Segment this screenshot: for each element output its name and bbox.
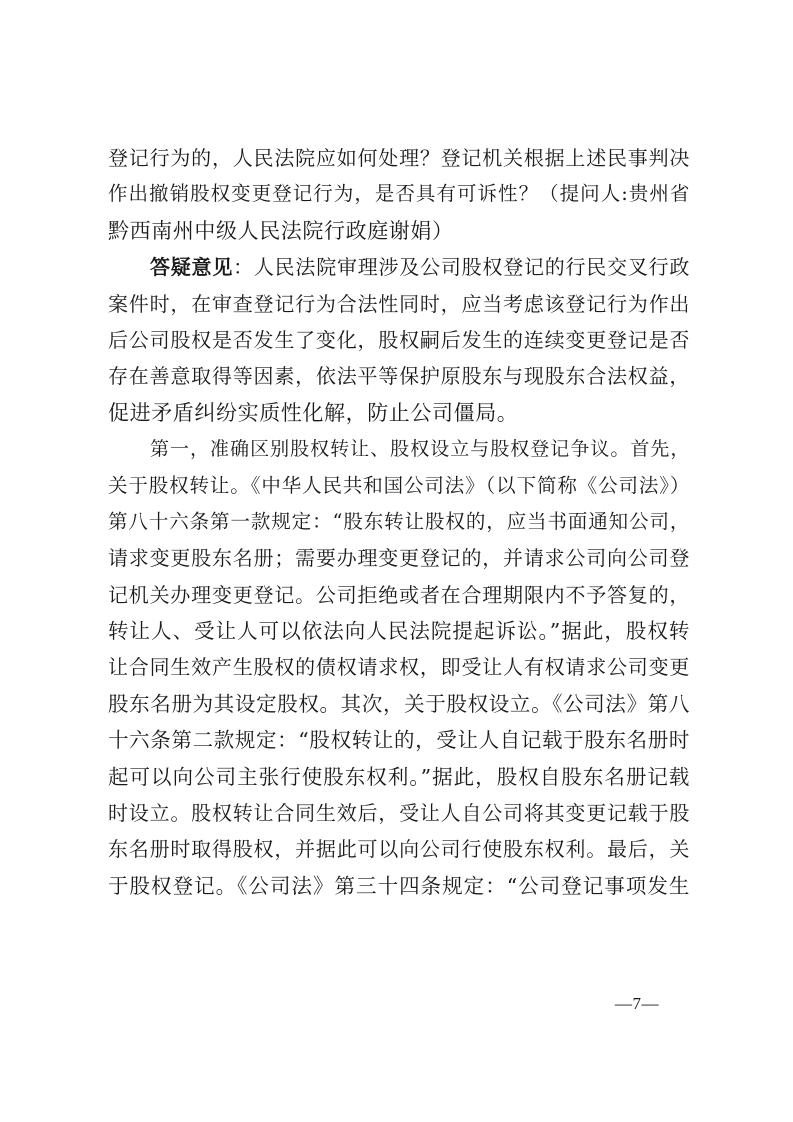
page-number: —7— [615, 994, 659, 1013]
text-line: 股东名册为其设定股权。其次，关于股权设立。《公司法》第八 [108, 691, 690, 716]
text-segment: ：人民法院审理涉及公司股权登记的行民交叉行政 [233, 255, 690, 280]
text-line: 请求变更股东名册；需要办理变更登记的，并请求公司向公司登 [108, 546, 690, 571]
body-text [108, 140, 690, 904]
text-line: 于股权登记。《公司法》第三十四条规定：“公司登记事项发生 [108, 873, 690, 898]
text-line: 第八十六条第一款规定：“股东转让股权的，应当书面通知公司， [108, 509, 690, 533]
text-line: 作出撤销股权变更登记行为，是否具有可诉性？（提问人:贵州省 [108, 182, 690, 206]
text-line: 时设立。股权转让合同生效后，受让人自公司将其变更记载于股 [108, 801, 690, 826]
text-line: 后公司股权是否发生了变化，股权嗣后发生的连续变更登记是否 [108, 327, 690, 352]
text-line: 起可以向公司主张行使股东权利。”据此，股权自股东名册记载 [108, 764, 690, 789]
answer-first-line [108, 249, 690, 285]
text-line: 转让人、受让人可以依法向人民法院提起诉讼。”据此，股权转 [108, 619, 690, 644]
text-line: 登记行为的，人民法院应如何处理？登记机关根据上述民事判决 [108, 146, 690, 170]
text-line: 记机关办理变更登记。公司拒绝或者在合理期限内不予答复的， [108, 582, 690, 607]
text-line: 黔西南州中级人民法院行政庭谢娟） [108, 218, 454, 243]
text-line: 十六条第二款规定：“股权转让的，受让人自记载于股东名册时 [108, 728, 690, 753]
answer-lead-label: 答疑意见 [150, 255, 234, 280]
text-line: 第一，准确区别股权转让、股权设立与股权登记争议。首先， [150, 438, 690, 461]
text-line: 存在善意取得等因素，依法平等保护原股东与现股东合法权益， [108, 364, 690, 389]
text-line: 促进矛盾纠纷实质性化解，防止公司僵局。 [108, 400, 519, 425]
text-line: 东名册时取得股权，并据此可以向公司行使股东权利。最后，关 [108, 837, 690, 862]
text-line: 关于股权转让。《中华人民共和国公司法》（以下简称《公司法》） [108, 473, 690, 497]
text-line: 案件时，在审查登记行为合法性同时，应当考虑该登记行为作出 [108, 291, 690, 316]
text-line: 让合同生效产生股权的债权请求权，即受让人有权请求公司变更 [108, 655, 690, 680]
